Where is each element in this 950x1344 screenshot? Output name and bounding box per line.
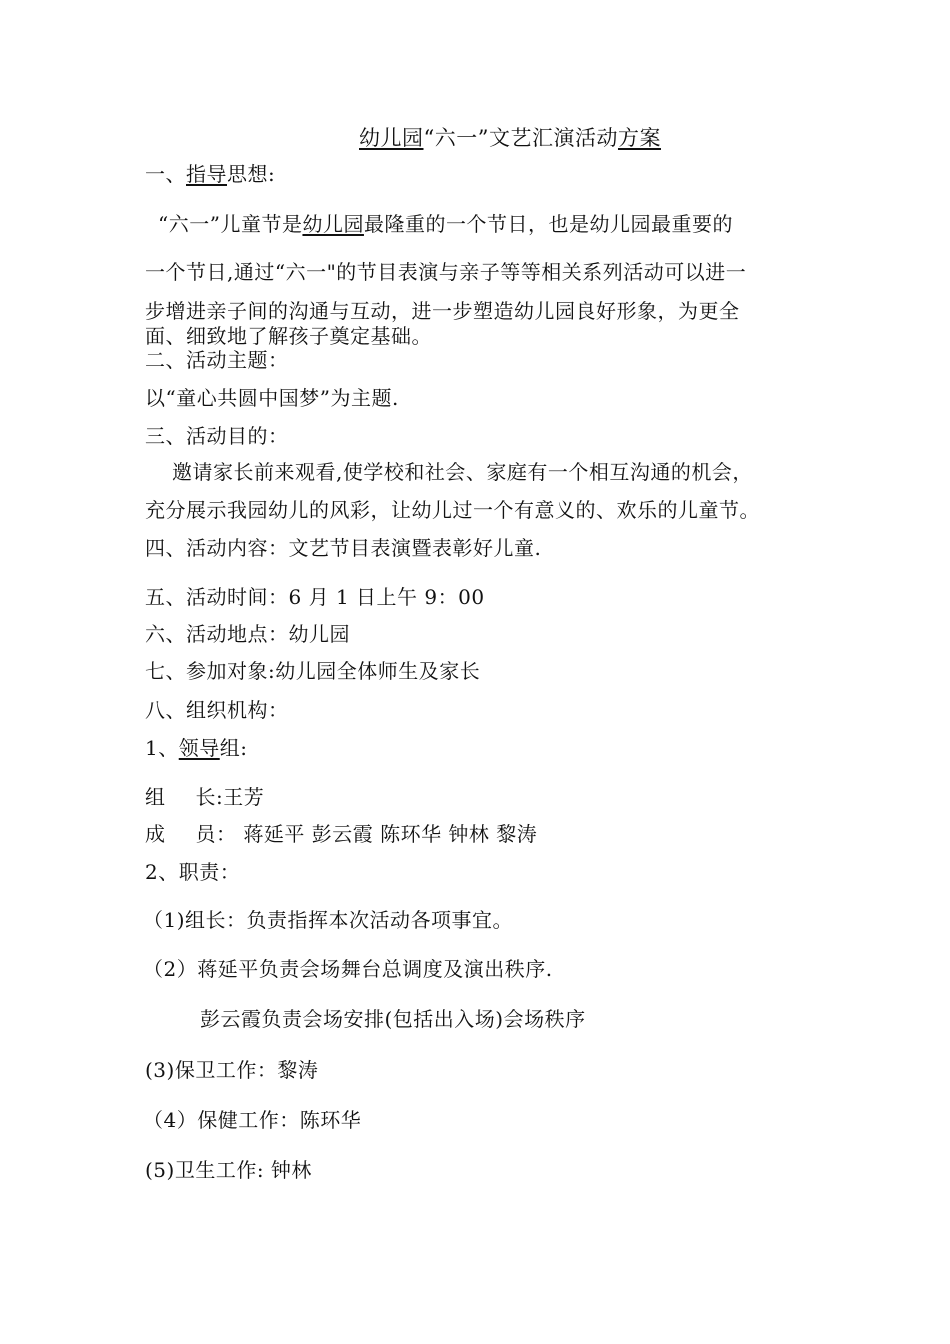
duty-2-continued: 彭云霞负责会场安排(包括出入场)会场秩序: [200, 1007, 586, 1031]
paragraph-1-line-1: [158, 210, 733, 238]
members-label-a: 成: [145, 822, 166, 846]
leader-line: [145, 783, 264, 811]
leader-value: 长:王芳: [195, 785, 265, 809]
subsection-1-heading: [145, 734, 247, 762]
title-part-plan: 方案: [617, 126, 661, 150]
title-part-middle: “六一”文艺汇演活动: [423, 126, 618, 150]
duty-5: (5)卫生工作: 钟林: [145, 1158, 312, 1182]
paragraph-1-line-2: 一个节日,通过“六一"的节目表演与亲子等等相关系列活动可以进一: [145, 260, 747, 284]
subsection-1-rest: 组:: [219, 736, 248, 760]
section-3-line-2: 充分展示我园幼儿的风彩，让幼儿过一个有意义的、欢乐的儿童节。: [145, 498, 760, 522]
section-7-text: 七、参加对象:幼儿园全体师生及家长: [145, 659, 481, 683]
section-3-heading: 三、活动目的：: [145, 424, 289, 448]
members-line: [145, 820, 537, 848]
paragraph-1-line-3: 步增进亲子间的沟通与互动，进一步塑造幼儿园良好形象，为更全: [145, 299, 740, 323]
p1-l1-c: 最隆重的一个节日，也是幼儿园最重要的: [363, 212, 733, 236]
document-title: [0, 124, 950, 152]
section-8-heading: 八、组织机构：: [145, 698, 289, 722]
section-3-line-1: 邀请家长前来观看,使学校和社会、家庭有一个相互沟通的机会，: [172, 460, 753, 484]
duty-4: （4）保健工作：陈环华: [143, 1108, 362, 1132]
section-4-text: 四、活动内容：文艺节目表演暨表彰好儿童.: [145, 536, 542, 560]
duty-1: （1)组长：负责指挥本次活动各项事宜。: [143, 908, 514, 932]
leader-label-a: 组: [145, 785, 166, 809]
title-part-kindergarten: 幼儿园: [359, 126, 424, 150]
section-6-text: 六、活动地点：幼儿园: [145, 622, 350, 646]
section-2-body: 以“童心共圆中国梦”为主题.: [145, 386, 399, 410]
p1-l1-underlined: 幼儿园: [302, 212, 364, 236]
section-1-heading: [145, 160, 275, 188]
subsection-2-heading: 2、职责：: [145, 860, 241, 884]
section-2-heading: 二、活动主题：: [145, 348, 289, 372]
section-1-rest: 思想:: [227, 162, 276, 186]
duty-2: （2）蒋延平负责会场舞台总调度及演出秩序.: [143, 957, 553, 981]
p1-l1-a: “六一”儿童节是: [158, 212, 303, 236]
paragraph-1-line-4: 面、细致地了解孩子奠定基础。: [145, 324, 432, 348]
members-value: 员： 蒋延平 彭云霞 陈环华 钟林 黎涛: [195, 822, 538, 846]
section-1-num: 一、: [145, 162, 186, 186]
section-1-underlined: 指导: [186, 162, 227, 186]
duty-3: (3)保卫工作：黎涛: [145, 1058, 319, 1082]
subsection-1-underlined: 领导: [178, 736, 220, 760]
subsection-1-num: 1、: [145, 736, 179, 760]
section-5-text: 五、活动时间：6 月 1 日上午 9：00: [145, 585, 485, 609]
